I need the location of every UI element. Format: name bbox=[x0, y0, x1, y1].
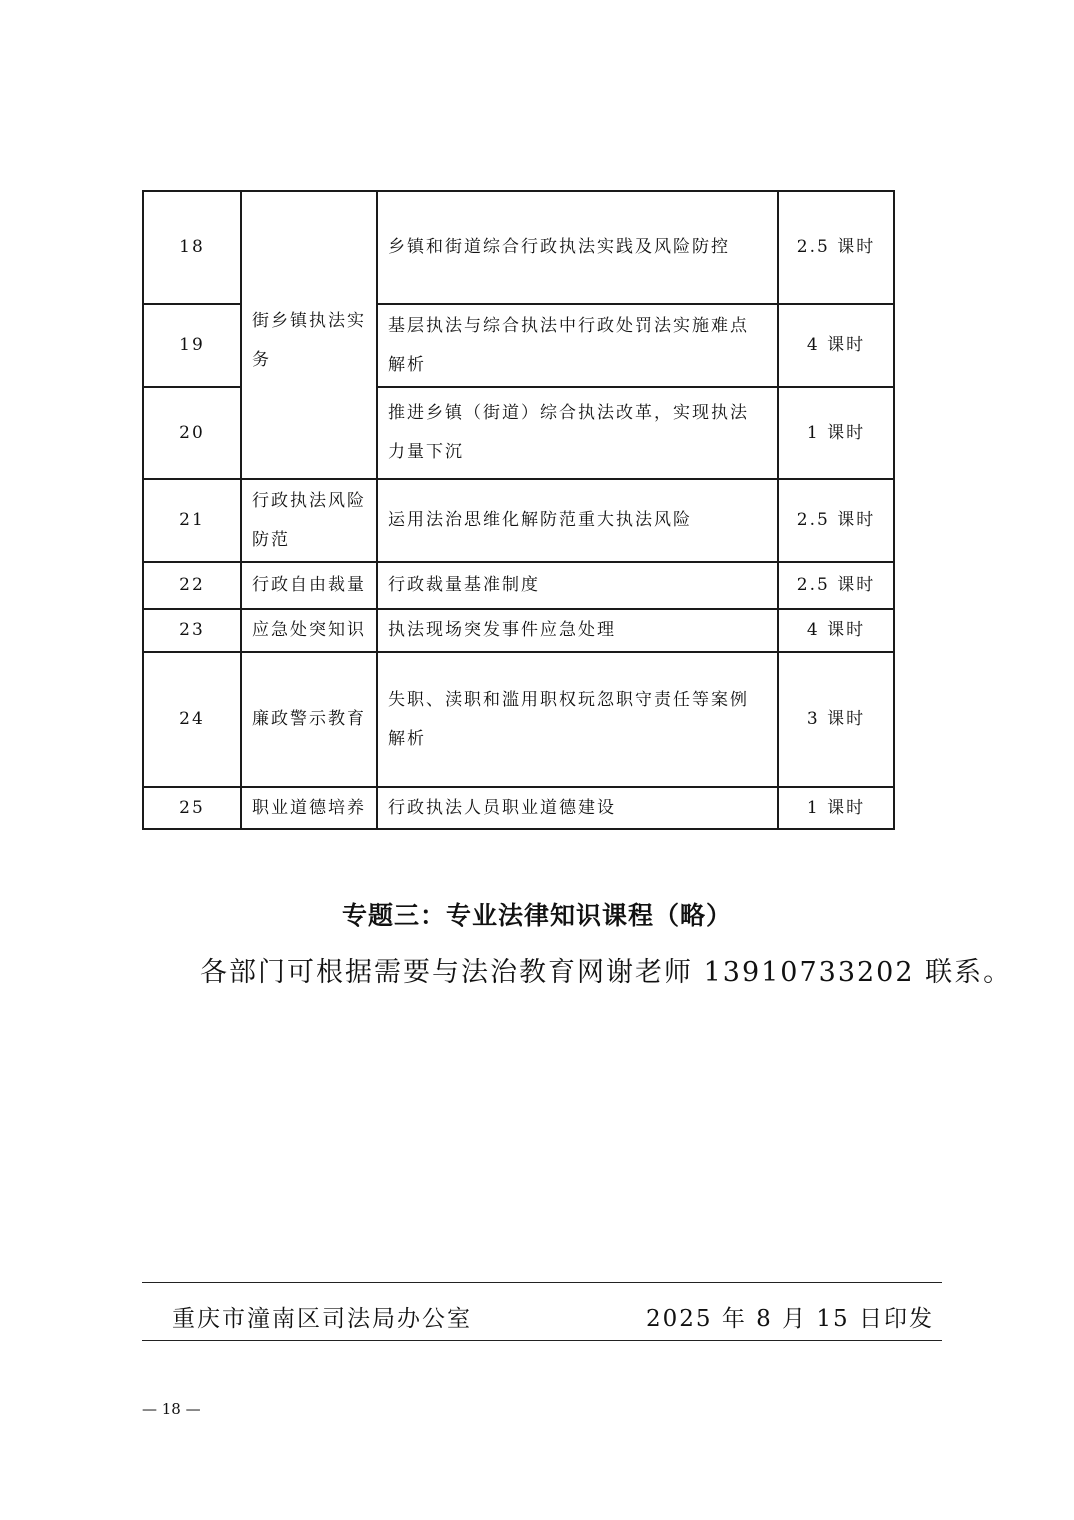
row-content: 运用法治思维化解防范重大执法风险 bbox=[377, 479, 778, 562]
row-hours: 1 课时 bbox=[778, 387, 894, 479]
row-category: 廉政警示教育 bbox=[241, 652, 377, 787]
section-title: 专题三：专业法律知识课程（略） bbox=[341, 901, 732, 930]
contact-paragraph: 各部门可根据需要与法治教育网谢老师 13910733202 联系。 bbox=[200, 957, 1013, 988]
table-row bbox=[143, 191, 894, 304]
row-content: 执法现场突发事件应急处理 bbox=[377, 609, 778, 652]
course-table bbox=[142, 190, 895, 830]
row-number: 21 bbox=[143, 479, 241, 562]
row-number: 24 bbox=[143, 652, 241, 787]
table-row bbox=[143, 787, 894, 829]
footer-bottom-rule bbox=[142, 1340, 942, 1341]
row-content: 基层执法与综合执法中行政处罚法实施难点解析 bbox=[377, 304, 778, 387]
row-category: 应急处突知识 bbox=[241, 609, 377, 652]
row-number: 25 bbox=[143, 787, 241, 829]
row-number: 19 bbox=[143, 304, 241, 387]
row-category: 行政自由裁量 bbox=[241, 562, 377, 609]
row-content: 推进乡镇（街道）综合执法改革，实现执法力量下沉 bbox=[377, 387, 778, 479]
row-content: 失职、渎职和滥用职权玩忽职守责任等案例解析 bbox=[377, 652, 778, 787]
issuing-office: 重庆市潼南区司法局办公室 bbox=[172, 1306, 472, 1332]
row-content: 行政执法人员职业道德建设 bbox=[377, 787, 778, 829]
row-hours: 2.5 课时 bbox=[778, 191, 894, 304]
row-number: 18 bbox=[143, 191, 241, 304]
row-hours: 3 课时 bbox=[778, 652, 894, 787]
row-category: 街乡镇执法实务 bbox=[241, 191, 377, 479]
row-number: 23 bbox=[143, 609, 241, 652]
row-hours: 2.5 课时 bbox=[778, 562, 894, 609]
page-number: — 18 — bbox=[142, 1400, 201, 1418]
row-category: 行政执法风险防范 bbox=[241, 479, 377, 562]
table-row bbox=[143, 609, 894, 652]
footer-top-rule bbox=[142, 1282, 942, 1283]
row-category: 职业道德培养 bbox=[241, 787, 377, 829]
table-row bbox=[143, 652, 894, 787]
table-row bbox=[143, 479, 894, 562]
row-hours: 4 课时 bbox=[778, 304, 894, 387]
row-number: 20 bbox=[143, 387, 241, 479]
row-hours: 4 课时 bbox=[778, 609, 894, 652]
row-content: 行政裁量基准制度 bbox=[377, 562, 778, 609]
row-hours: 1 课时 bbox=[778, 787, 894, 829]
row-content: 乡镇和街道综合行政执法实践及风险防控 bbox=[377, 191, 778, 304]
row-hours: 2.5 课时 bbox=[778, 479, 894, 562]
issue-date: 2025 年 8 月 15 日印发 bbox=[646, 1306, 934, 1332]
row-number: 22 bbox=[143, 562, 241, 609]
table-row bbox=[143, 562, 894, 609]
